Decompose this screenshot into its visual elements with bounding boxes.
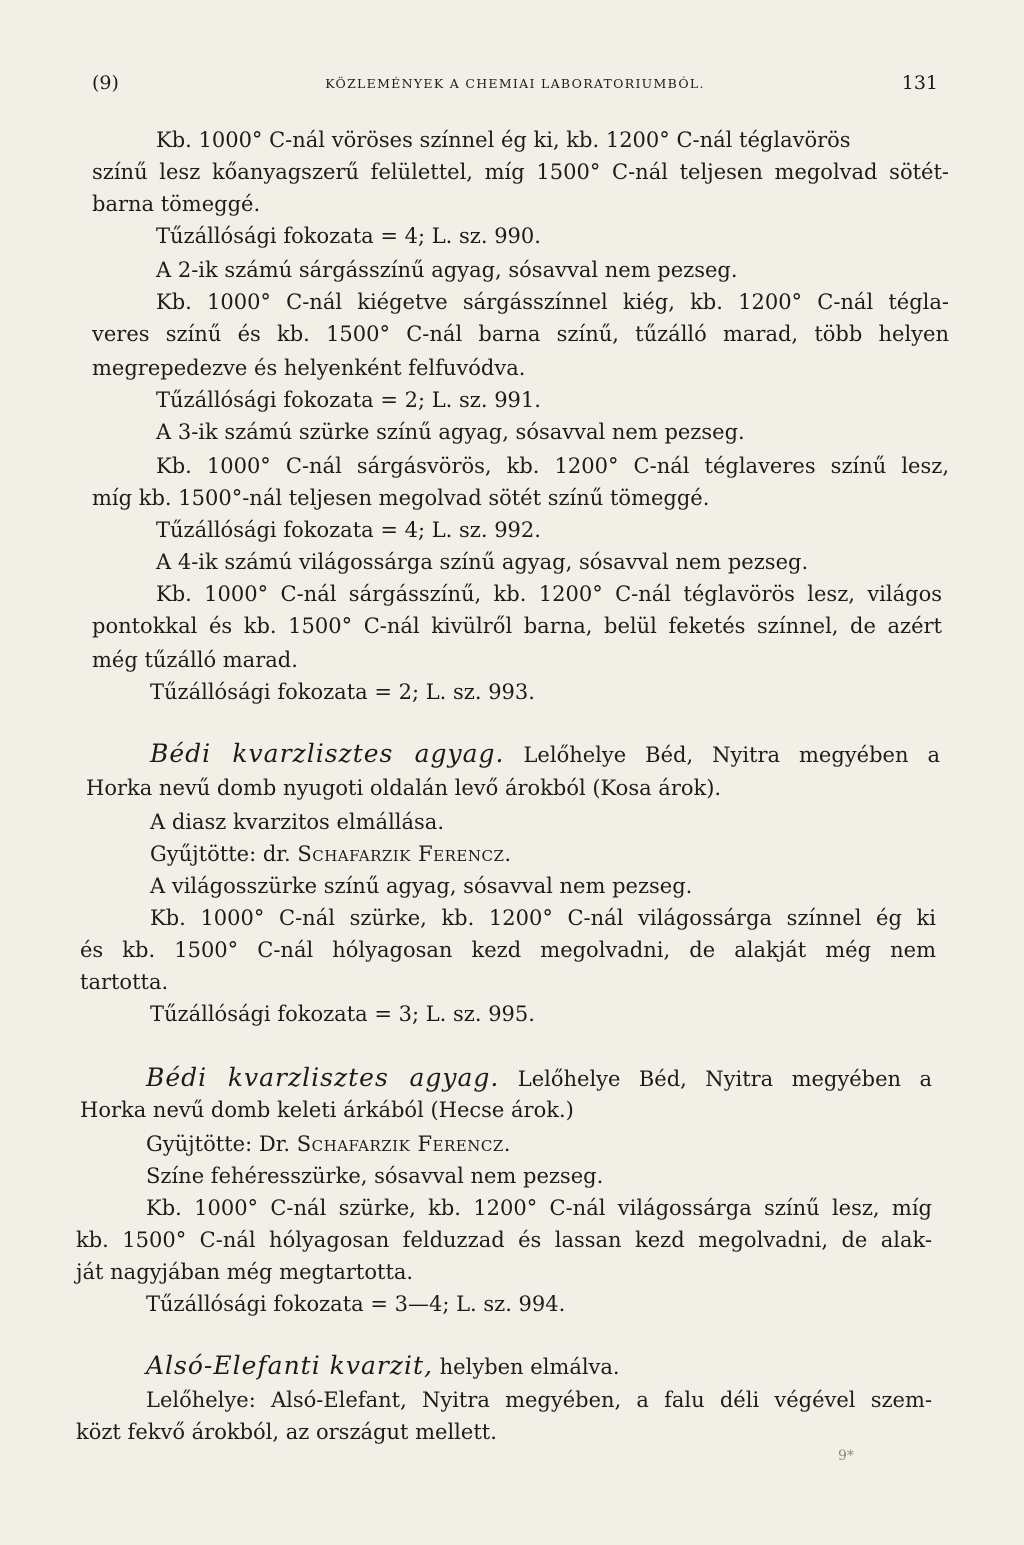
text-line: veres színű és kb. 1500° C-nál barna színű, tűzálló marad, több helyen xyxy=(92,322,949,346)
section-intro: Lelőhelye Béd, Nyitra megyében a xyxy=(517,1067,932,1091)
text-line: Lelőhelye: Alsó-Elefant, Nyitra megyében, a falu déli végével szem- xyxy=(146,1388,932,1412)
text-line: tartotta. xyxy=(80,970,169,994)
section-title: Bédi kvarzlisztes agyag. xyxy=(150,739,505,768)
collector-name: Schafarzik Ferencz. xyxy=(296,1132,511,1156)
section-heading-line xyxy=(146,1350,620,1383)
section-title: Alsó-Elefanti kvarzit, xyxy=(146,1351,433,1380)
collector-line xyxy=(150,838,512,870)
collector-name: Schafarzik Ferencz. xyxy=(297,842,512,866)
section-intro: Lelőhelye Béd, Nyitra megyében a xyxy=(523,743,940,767)
running-title: KÖZLEMÉNYEK A CHEMIAI LABORATORIUMBÓL. xyxy=(325,76,705,91)
text-line: Tűzállósági fokozata = 3; L. sz. 995. xyxy=(150,1002,535,1026)
text-line: ját nagyjában még megtartotta. xyxy=(76,1260,414,1284)
text-line: A diasz kvarzitos elmállása. xyxy=(150,810,444,834)
text-line: A 3-ik számú szürke színű agyag, sósavval nem pezseg. xyxy=(156,420,745,444)
text-line: A 4-ik számú világossárga színű agyag, sósavval nem pezseg. xyxy=(156,550,809,574)
text-line: Kb. 1000° C-nál szürke, kb. 1200° C-nál világossárga színű lesz, míg xyxy=(146,1196,932,1220)
text-line: barna tömeggé. xyxy=(92,192,261,216)
text-line: Tűzállósági fokozata = 4; L. sz. 990. xyxy=(156,224,541,248)
text-line: Tűzállósági fokozata = 3—4; L. sz. 994. xyxy=(146,1292,566,1316)
text-line: Kb. 1000° C-nál vöröses színnel ég ki, kb. 1200° C-nál téglavörös xyxy=(156,128,851,152)
page-reference: (9) xyxy=(92,72,119,94)
text-line: A világosszürke színű agyag, sósavval nem pezseg. xyxy=(150,874,693,898)
text-line: pontokkal és kb. 1500° C-nál kivülről barna, belül feketés színnel, de azért xyxy=(92,614,942,638)
text-line: Tűzállósági fokozata = 2; L. sz. 991. xyxy=(156,388,541,412)
section-heading-line xyxy=(150,738,940,771)
text-line: színű lesz kőanyagszerű felülettel, míg 1500° C-nál teljesen megolvad sötét- xyxy=(92,160,949,184)
text-line: Kb. 1000° C-nál szürke, kb. 1200° C-nál világossárga színnel ég ki xyxy=(150,906,936,930)
text-line: kb. 1500° C-nál hólyagosan felduzzad és lassan kezd megolvadni, de alak- xyxy=(76,1228,932,1252)
text-line: megrepedezve és helyenként felfuvódva. xyxy=(92,356,526,380)
text-line: közt fekvő árokból, az országut mellett. xyxy=(76,1420,497,1444)
text-line: Tűzállósági fokozata = 2; L. sz. 993. xyxy=(150,680,535,704)
text-line: Kb. 1000° C-nál sárgásvörös, kb. 1200° C-nál téglaveres színű lesz, xyxy=(156,454,949,478)
text-line: még tűzálló marad. xyxy=(92,648,298,672)
collector-prefix: Gyüjtötte: Dr. xyxy=(146,1132,291,1156)
text-line: Színe fehéresszürke, sósavval nem pezseg. xyxy=(146,1164,604,1188)
text-line: Horka nevű domb keleti árkából (Hecse árok.) xyxy=(80,1098,574,1122)
text-line: A 2-ik számú sárgásszínű agyag, sósavval nem pezseg. xyxy=(156,258,738,282)
running-header xyxy=(92,72,938,102)
collector-line xyxy=(146,1128,511,1160)
text-line: és kb. 1500° C-nál hólyagosan kezd megolvadni, de alakját még nem xyxy=(80,938,936,962)
signature-mark: 9* xyxy=(838,1448,854,1464)
text-line: Tűzállósági fokozata = 4; L. sz. 992. xyxy=(156,518,541,542)
text-line: Kb. 1000° C-nál sárgásszínű, kb. 1200° C-nál téglavörös lesz, világos xyxy=(156,582,942,606)
section-heading-line xyxy=(146,1062,932,1095)
section-intro: helyben elmálva. xyxy=(439,1355,620,1379)
section-title: Bédi kvarzlisztes agyag. xyxy=(146,1063,500,1092)
text-line: míg kb. 1500°-nál teljesen megolvad sötét színű tömeggé. xyxy=(92,486,710,510)
text-line: Horka nevű domb nyugoti oldalán levő árokból (Kosa árok). xyxy=(86,776,722,800)
collector-prefix: Gyűjtötte: dr. xyxy=(150,842,291,866)
text-line: Kb. 1000° C-nál kiégetve sárgásszínnel kiég, kb. 1200° C-nál tégla- xyxy=(156,290,949,314)
page-number: 131 xyxy=(901,72,938,94)
